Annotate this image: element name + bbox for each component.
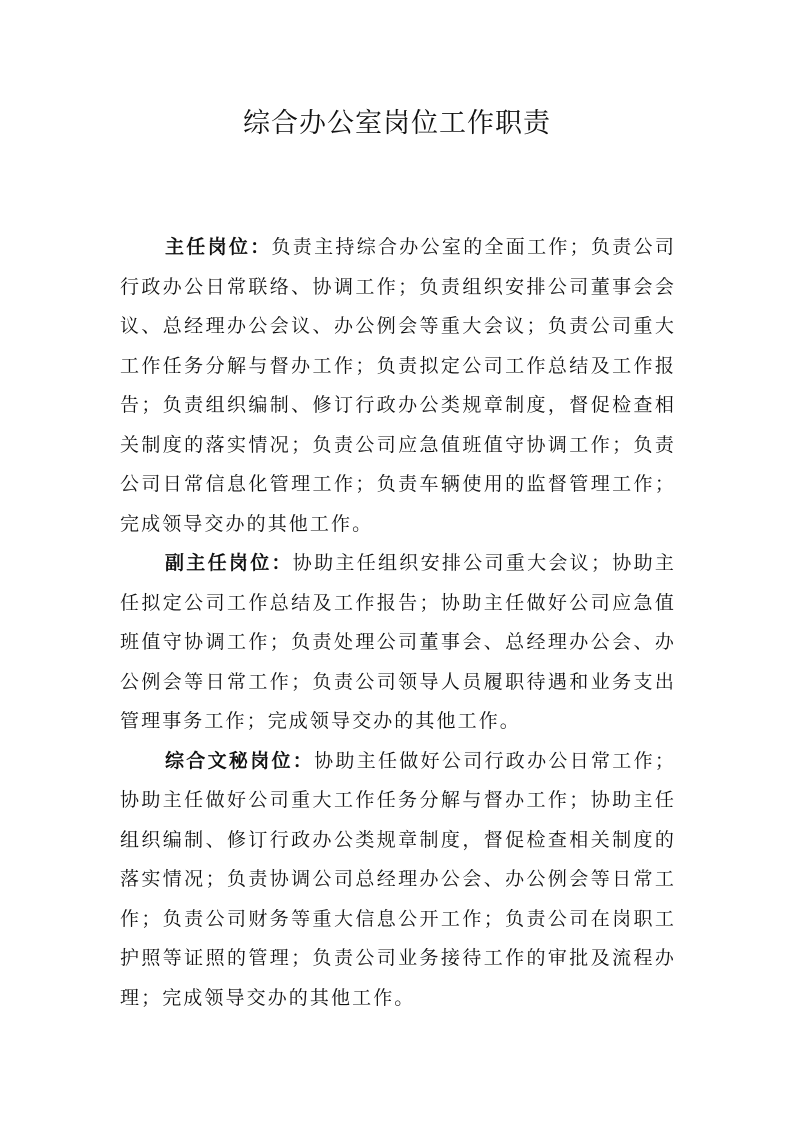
section-label: 综合文秘岗位： [165, 749, 315, 772]
document-title: 综合办公室岗位工作职责 [243, 108, 551, 139]
section-text: 协助主任组织安排公司重大会议；协助主任拟定公司工作总结及工作报告；协助主任做好公司应急值班值守协调工作；负责处理公司董事会、总经理办公会、办公例会等日常工作；负责公司领导人员履职待遇和业务支出管理事务工作；完成领导交办的其他工作。 [120, 552, 676, 732]
section-label: 副主任岗位： [165, 552, 293, 574]
section-label: 主任岗位： [165, 236, 272, 258]
document-body [120, 228, 676, 1018]
section-deputy-director [120, 544, 676, 742]
section-text: 协助主任做好公司行政办公日常工作；协助主任做好公司重大工作任务分解与督办工作；协助主任组织编制、修订行政办公类规章制度，督促检查相关制度的落实情况；负责协调公司总经理办公会、办公例会等日常工作；负责公司财务等重大信息公开工作；负责公司在岗职工护照等证照的管理；负责公司业务接待工作的审批及流程办理；完成领导交办的其他工作。 [120, 749, 677, 1009]
section-secretary [120, 742, 676, 1019]
section-director [120, 228, 676, 544]
section-text: 负责主持综合办公室的全面工作；负责公司行政办公日常联络、协调工作；负责组织安排公司董事会会议、总经理办公会议、办公例会等重大会议；负责公司重大工作任务分解与督办工作；负责拟定公司工作总结及工作报告；负责组织编制、修订行政办公类规章制度，督促检查相关制度的落实情况；负责公司应急值班值守协调工作；负责公司日常信息化管理工作；负责车辆使用的监督管理工作；完成领导交办的其他工作。 [120, 236, 676, 535]
